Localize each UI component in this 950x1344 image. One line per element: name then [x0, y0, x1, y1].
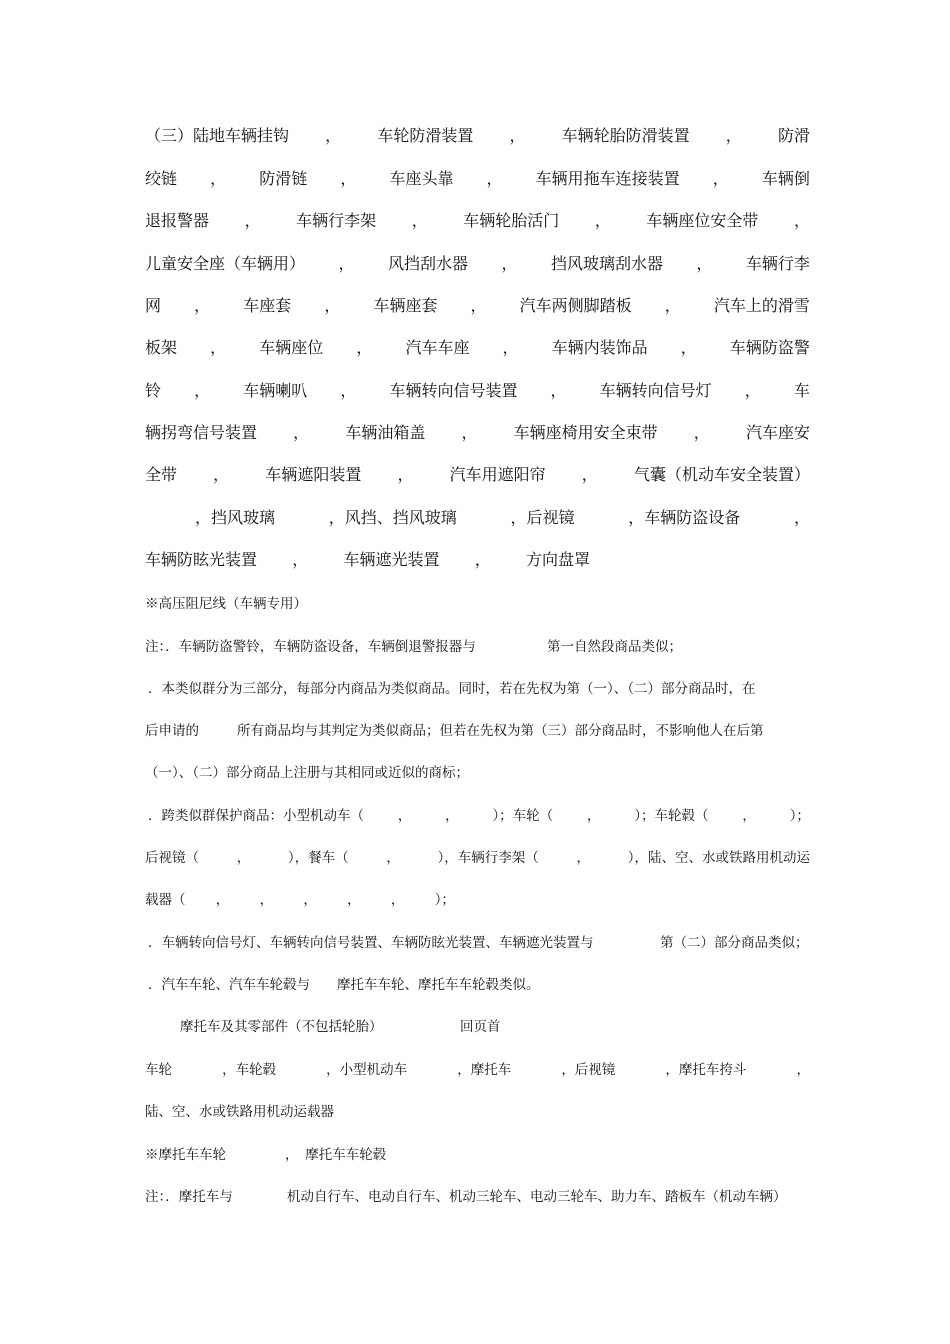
- text-segment: ，: [796, 1062, 810, 1078]
- text-segment: ．跨类似群保护商品：小型机动车（: [148, 808, 364, 824]
- part3-line: [195, 506, 810, 530]
- text-segment: 车辆遮阳装置: [265, 465, 362, 484]
- text-segment: 车辆行李: [745, 254, 810, 273]
- moto-line: [145, 1059, 810, 1081]
- text-segment: ，: [411, 211, 428, 230]
- text-segment: ，: [664, 296, 681, 315]
- part3-line: [145, 463, 810, 487]
- text-segment: 板架: [145, 338, 178, 357]
- text-segment: ，: [194, 296, 211, 315]
- note-line: [145, 847, 810, 869]
- text-segment: 车轮: [145, 1062, 172, 1078]
- text-segment: ，: [502, 338, 519, 357]
- part3-line: [145, 421, 810, 445]
- star-item-high-voltage-wire: ※高压阻尼线（车辆专用）: [145, 596, 307, 612]
- text-segment: ，: [587, 808, 601, 824]
- text-segment: ，后视镜: [561, 1062, 616, 1078]
- text-segment: ，: [215, 892, 230, 908]
- note-8b: 第（二）部分商品类似；: [660, 935, 809, 951]
- star-item-moto-wheel: ※摩托车车轮: [145, 1147, 226, 1163]
- text-segment: ，: [550, 381, 567, 400]
- text-segment: 儿童安全座（车辆用）: [145, 254, 306, 273]
- text-segment: ，: [445, 808, 459, 824]
- text-segment: ，: [581, 465, 598, 484]
- text-segment: ，: [386, 850, 400, 866]
- text-segment: ，: [259, 892, 274, 908]
- text-segment: ，: [725, 126, 742, 145]
- text-segment: ）；: [789, 808, 810, 824]
- text-segment: ，: [356, 338, 373, 357]
- text-segment: ，: [509, 126, 526, 145]
- text-segment: ，: [486, 169, 503, 188]
- text-segment: 车辆轮胎活门: [463, 211, 560, 230]
- text-segment: 绞链: [145, 169, 178, 188]
- text-segment: 车辆倒: [761, 169, 810, 188]
- text-segment: ，: [236, 850, 251, 866]
- text-segment: 汽车两侧脚踏板: [519, 296, 632, 315]
- text-segment: 后视镜（: [145, 850, 199, 866]
- text-segment: 车辆座位: [259, 338, 324, 357]
- text-segment: 汽车车座: [405, 338, 470, 357]
- text-segment: 车辆轮胎防滑装置: [561, 126, 690, 145]
- text-segment: ）；: [434, 892, 455, 908]
- text-segment: ），餐车（: [287, 850, 349, 866]
- text-segment: 车: [793, 381, 810, 400]
- text-segment: 汽车用遮阳帘: [449, 465, 546, 484]
- note-4: （一）、（二）部分商品上注册与其相同或近似的商标；: [145, 765, 469, 781]
- part3-line: [145, 124, 810, 148]
- text-segment: 车座套: [243, 296, 292, 315]
- note-1b: 第一自然段商品类似；: [547, 639, 682, 655]
- text-segment: 防滑: [777, 126, 810, 145]
- text-segment: ，: [210, 338, 227, 357]
- text-segment: 车辆用拖车连接装置: [535, 169, 680, 188]
- text-segment: ，: [397, 808, 412, 824]
- text-segment: 气囊（机动车安全装置）: [633, 465, 810, 484]
- text-segment: ，: [742, 808, 756, 824]
- text-segment: ，: [793, 508, 810, 527]
- moto-line-2: 陆、空、水或铁路用机动运载器: [145, 1104, 334, 1120]
- text-segment: （三）陆地车辆挂钩: [145, 126, 290, 145]
- text-segment: 车辆防眩光装置: [145, 550, 258, 569]
- text-segment: ，: [340, 169, 357, 188]
- note-9: ．汽车车轮、汽车车轮毂与 摩托车车轮、摩托车车轮毂类似。: [148, 977, 540, 993]
- text-segment: ，: [793, 211, 810, 230]
- part3-line: [145, 336, 810, 360]
- text-segment: ，: [213, 465, 230, 484]
- note-1a: 注：．车辆防盗警铃，车辆防盗设备，车辆倒退警报器与: [145, 639, 476, 655]
- text-segment: ）；车轮（: [492, 808, 554, 824]
- text-segment: ，后视镜: [510, 508, 575, 527]
- text-segment: ，: [712, 169, 729, 188]
- text-segment: ，摩托车挎斗: [665, 1062, 747, 1078]
- text-segment: ，: [347, 892, 361, 908]
- note-8a: ．车辆转向信号灯、车辆转向信号装置、车辆防眩光装置、车辆遮光装置与: [148, 935, 594, 951]
- text-segment: 网: [145, 296, 162, 315]
- text-segment: ，小型机动车: [326, 1062, 408, 1078]
- text-segment: 汽车座安: [745, 423, 810, 442]
- text-segment: ，: [501, 254, 518, 273]
- text-segment: 汽车上的滑雪: [713, 296, 810, 315]
- text-segment: ．本类似群分为三部分，每部分内商品为类似商品。同时，若在先权为第（一）、（二）部分商品时，在: [148, 681, 756, 697]
- text-segment: 方向盘罩: [525, 550, 590, 569]
- note-3a: 后申请的: [145, 723, 199, 739]
- text-segment: ，: [397, 465, 414, 484]
- back-to-top-link[interactable]: 回页首: [460, 1019, 501, 1035]
- text-segment: 车辆转向信号灯: [599, 381, 712, 400]
- text-segment: 防滑链: [259, 169, 308, 188]
- text-segment: ，: [338, 254, 355, 273]
- text-segment: 辆拐弯信号装置: [145, 423, 258, 442]
- text-segment: ，车轮毂: [222, 1062, 277, 1078]
- text-segment: 风挡刮水器: [387, 254, 468, 273]
- text-segment: ，: [696, 254, 713, 273]
- text-segment: ，: [244, 211, 261, 230]
- text-segment: 车辆座套: [373, 296, 438, 315]
- text-segment: ），车辆行李架（: [437, 850, 539, 866]
- text-segment: ，: [303, 892, 317, 908]
- text-segment: ，: [194, 381, 211, 400]
- text-segment: 车辆油箱盖: [345, 423, 426, 442]
- text-segment: ，挡风玻璃: [195, 508, 276, 527]
- note-line: [148, 805, 810, 827]
- text-segment: ，: [325, 126, 342, 145]
- part3-line: [145, 294, 810, 318]
- text-segment: ，: [210, 169, 227, 188]
- text-segment: 退报警器: [145, 211, 210, 230]
- text-segment: 车座头靠: [389, 169, 454, 188]
- text-segment: ，风挡、挡风玻璃: [328, 508, 457, 527]
- text-segment: ，摩托车: [457, 1062, 512, 1078]
- text-segment: 车辆内装饰品: [551, 338, 648, 357]
- moto-note-b: 机动自行车、电动自行车、机动三轮车、电动三轮车、助力车、踏板车（机动车辆）: [287, 1189, 787, 1205]
- text-segment: 挡风玻璃刮水器: [550, 254, 663, 273]
- text-segment: ，车辆防盗设备: [628, 508, 741, 527]
- text-segment: ，: [474, 550, 491, 569]
- section-title: 摩托车及其零部件（不包括轮胎）: [180, 1019, 383, 1035]
- part3-line: [145, 379, 810, 403]
- text-segment: ）；车轮毂（: [634, 808, 709, 824]
- note-line: [145, 889, 455, 911]
- text-segment: 车辆防盗警: [729, 338, 810, 357]
- text-segment: ，: [461, 423, 478, 442]
- part3-line: [145, 167, 810, 191]
- text-segment: 车辆行李架: [296, 211, 377, 230]
- text-segment: ，: [693, 423, 710, 442]
- text-segment: 车轮防滑装置: [377, 126, 474, 145]
- text-segment: ，: [680, 338, 697, 357]
- note-3b: 所有商品均与其判定为类似商品；但若在先权为第（三）部分商品时，不影响他人在后第: [237, 723, 764, 739]
- text-segment: 载器（: [145, 892, 186, 908]
- text-segment: ，: [340, 381, 357, 400]
- star-item-moto-hub: ， 摩托车车轮毂: [285, 1147, 387, 1163]
- text-segment: 车辆座椅用安全束带: [513, 423, 658, 442]
- text-segment: 全带: [145, 465, 178, 484]
- text-segment: 车辆遮光装置: [343, 550, 440, 569]
- text-segment: ，: [470, 296, 487, 315]
- text-segment: 车辆转向信号装置: [389, 381, 518, 400]
- text-segment: ，: [293, 423, 310, 442]
- part3-line: [145, 548, 590, 572]
- note-line: [148, 678, 810, 700]
- text-segment: ，: [390, 892, 405, 908]
- text-segment: ），陆、空、水或铁路用机动运: [627, 850, 810, 866]
- text-segment: 铃: [145, 381, 162, 400]
- text-segment: ，: [292, 550, 309, 569]
- text-segment: ，: [324, 296, 341, 315]
- text-segment: 车辆座位安全带: [646, 211, 759, 230]
- text-segment: ，: [576, 850, 591, 866]
- text-segment: ，: [744, 381, 761, 400]
- part3-line: [145, 252, 810, 276]
- part3-line: [145, 209, 810, 233]
- text-segment: 车辆喇叭: [243, 381, 308, 400]
- moto-note-a: 注：．摩托车与: [145, 1189, 233, 1205]
- text-segment: ，: [594, 211, 611, 230]
